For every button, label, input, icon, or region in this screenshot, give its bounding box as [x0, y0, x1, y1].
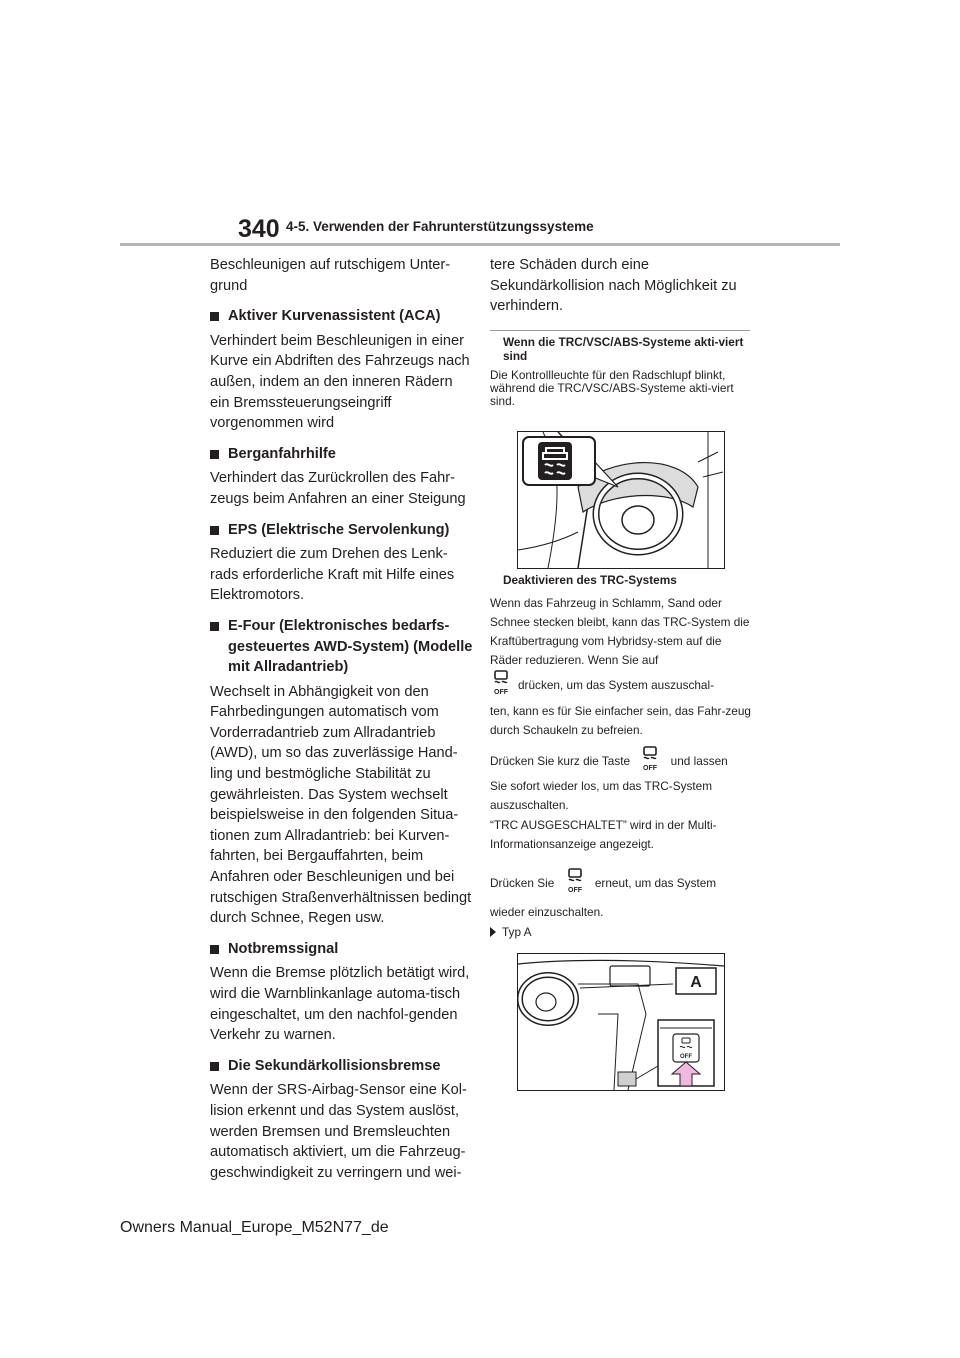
bullet-square-icon	[210, 622, 219, 631]
trc-off-icon	[490, 670, 512, 702]
section-body: Verhindert beim Beschleunigen in einer Kurve ein Abdriften des Fahrzeugs nach außen, indem an den inneren Rädern ein Bremssteuerungseingriff vorgenommen wird	[210, 332, 470, 432]
left-column	[210, 255, 475, 1193]
press-short-3: Sie sofort wieder los, um das TRC-System auszuschalten.	[490, 779, 713, 812]
section-heading	[210, 444, 475, 465]
deactivate-body-2: drücken, um das System auszuschal-	[518, 678, 715, 693]
footer-text: Owners Manual_Europe_M52N77_de	[120, 1219, 389, 1236]
press-again-line	[490, 868, 752, 896]
section-heading	[210, 616, 475, 678]
dashboard-drawing	[518, 432, 724, 568]
svg-text:OFF: OFF	[643, 765, 658, 772]
heading-text: E-Four (Elektronisches bedarfs-gesteuertes AWD-System) (Modelle mit Allradantrieb)	[228, 617, 473, 676]
heading-text: Notbremssignal	[228, 940, 339, 957]
cabin-switch-illustration	[517, 953, 725, 1091]
press-short-1: Drücken Sie kurz die Taste	[490, 754, 631, 769]
heading-text: EPS (Elektrische Servolenkung)	[228, 521, 450, 538]
continuation-text: tere Schäden durch eine Sekundärkollision nach Möglichkeit zu verhindern.	[490, 257, 737, 315]
trc-off-icon	[639, 746, 661, 778]
type-ref-text: Typ A	[502, 925, 532, 939]
page-number: 340	[238, 215, 280, 243]
deactivate-body-3: ten, kann es für Sie einfacher sein, das Fahr-zeug durch Schaukeln zu befreien.	[490, 704, 751, 737]
press-again-3: wieder einzuschalten.	[490, 905, 604, 919]
heading-text: Aktiver Kurvenassistent (ACA)	[228, 308, 441, 325]
dashboard-illustration	[517, 431, 725, 569]
triangle-pointer-icon	[490, 927, 496, 937]
section-body: Reduziert die zum Drehen des Lenk-rads erforderliche Kraft mit Hilfe eines Elektromotors.	[210, 546, 455, 604]
deactivate-body-2-line	[490, 670, 752, 698]
section-heading	[210, 1056, 475, 1077]
switch-off-label: OFF	[680, 1054, 692, 1060]
press-again-1: Drücken Sie	[490, 876, 555, 891]
heading-text: Wenn die TRC/VSC/ABS-Systeme akti-viert sind	[503, 335, 744, 363]
press-short-2: und lassen	[670, 754, 728, 769]
deactivate-heading	[490, 574, 752, 588]
trc-active-block	[490, 336, 752, 408]
press-short-line	[490, 746, 752, 774]
deactivate-body-1: Wenn das Fahrzeug in Schlamm, Sand oder Schnee stecken bleibt, kann das TRC-System die Kraftübertragung vom Hybridsy-stem auf die Räder reduzieren. Wenn Sie auf	[490, 596, 750, 667]
bullet-square-icon	[210, 450, 219, 459]
heading-text: Berganfahrhilfe	[228, 445, 336, 462]
bullet-square-icon	[210, 526, 219, 535]
section-body: Verhindert das Zurückrollen des Fahr-zeugs beim Anfahren an einer Steigung	[210, 470, 466, 507]
figure-label-a: A	[690, 974, 702, 991]
cabin-drawing	[518, 954, 724, 1090]
section-heading	[210, 306, 475, 327]
bullet-square-icon	[210, 312, 219, 321]
section-body: Wechselt in Abhängigkeit von den Fahrbedingungen automatisch vom Vorderradantrieb zum Allradantrieb (AWD), um so das zuverlässige Hand-ling und bestmögliche Stabilität zu gewährleisten. Das System wechselt beispielsweise in den folgenden Situa-tionen zum Allradantrieb: bei Kurven-fahrten, bei Bergauffahrten, beim Anfahren oder Beschleunigen und bei rutschigen Straßenverhältnissen bedingt durch Schnee, Regen usw.	[210, 683, 472, 927]
right-column	[490, 255, 752, 317]
heading-text: Die Sekundärkollisionsbremse	[228, 1057, 441, 1074]
heading-text: Deaktivieren des TRC-Systems	[503, 573, 677, 587]
message-text: “TRC AUSGESCHALTET” wird in der Multi-Informationsanzeige angezeigt.	[490, 818, 717, 851]
bullet-square-icon	[210, 945, 219, 954]
trc-off-icon	[564, 868, 586, 900]
svg-text:OFF: OFF	[494, 689, 508, 696]
press-again-2: erneut, um das System	[594, 876, 717, 891]
svg-text:OFF: OFF	[567, 887, 582, 894]
trc-active-heading	[490, 336, 752, 363]
trc-active-body: Die Kontrollleuchte für den Radschlupf blinkt, während die TRC/VSC/ABS-Systeme akti-viert sind.	[490, 368, 734, 408]
section-heading	[210, 939, 475, 960]
type-reference	[490, 925, 532, 939]
section-title: 4-5. Verwenden der Fahrunterstützungssysteme	[286, 219, 594, 234]
section-heading	[210, 520, 475, 541]
section-body: Wenn die Bremse plötzlich betätigt wird, wird die Warnblinkanlage automa-tisch eingeschaltet, um den nachfol-genden Verkehr zu warnen.	[210, 965, 470, 1044]
header-rule	[120, 243, 840, 246]
deactivate-block	[490, 574, 752, 588]
bullet-square-icon	[210, 1062, 219, 1071]
section-body: Wenn der SRS-Airbag-Sensor eine Kol-lision erkennt und das System auslöst, werden Bremsen und Bremsleuchten automatisch aktiviert, um die Fahrzeug-geschwindigkeit zu verringern und wei-	[210, 1082, 467, 1181]
intro-text: Beschleunigen auf rutschigem Unter-grund	[210, 257, 451, 294]
divider	[490, 330, 750, 331]
